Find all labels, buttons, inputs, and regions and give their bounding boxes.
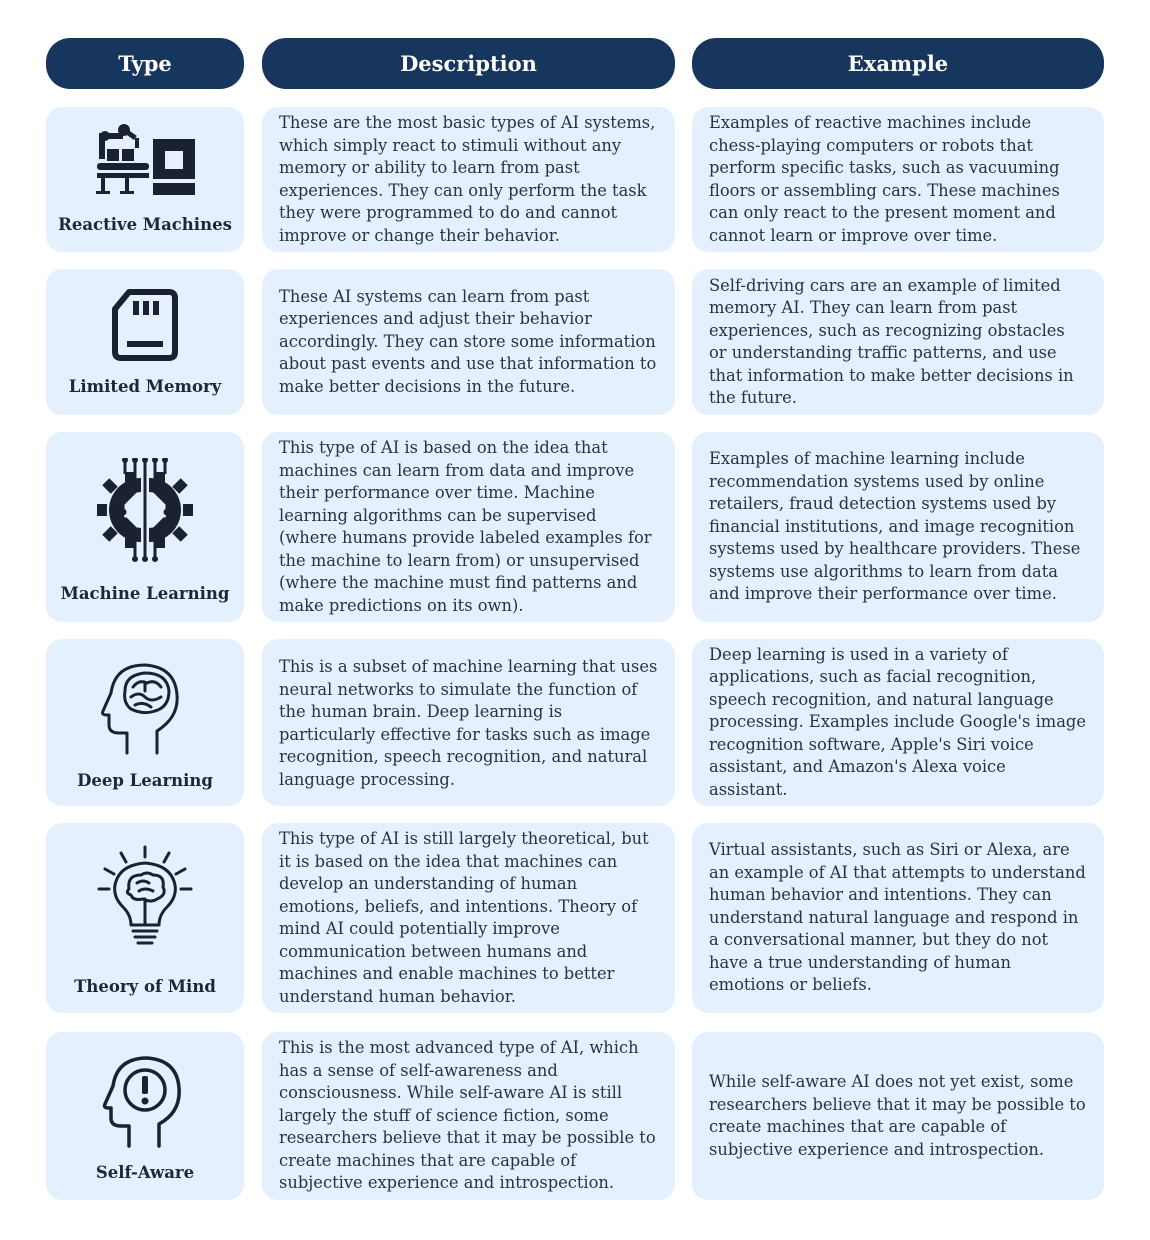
type-label: Reactive Machines	[58, 215, 232, 234]
header-example: Example	[692, 38, 1104, 89]
example-cell-theory-of-mind	[692, 823, 1104, 1013]
type-cell-reactive-machines	[46, 107, 244, 252]
type-label: Limited Memory	[68, 377, 222, 396]
memory-card-icon	[95, 289, 195, 361]
example-text: Self-driving cars are an example of limited memory AI. They can learn from past experiences, such as recognizing obstacles or understanding traffic patterns, and use that information to make better decisions in the future.	[709, 275, 1074, 407]
description-text: This is the most advanced type of AI, which has a sense of self-awareness and consciousness. While self-aware AI is still largely the stuff of science fiction, some researchers believe that it may be possible to create machines that are capable of subjective experience and introspection.	[279, 1038, 656, 1193]
example-cell-machine-learning	[692, 432, 1104, 622]
type-cell-machine-learning	[46, 432, 244, 622]
example-text: Virtual assistants, such as Siri or Alexa, are an example of AI that attempts to understand human behavior and intentions. They can understand natural language and respond in a conversational manner, but they do not have a true understanding of human emotions or beliefs.	[709, 840, 1086, 995]
robot-arm-assembly-icon	[95, 121, 195, 199]
type-label: Deep Learning	[77, 771, 213, 790]
description-cell-self-aware	[262, 1032, 675, 1200]
type-label: Machine Learning	[60, 584, 230, 603]
head-brain-icon	[95, 661, 195, 755]
header-type: Type	[46, 38, 244, 89]
description-cell-machine-learning	[262, 432, 675, 622]
header-description: Description	[262, 38, 675, 89]
description-cell-deep-learning	[262, 639, 675, 806]
head-exclamation-icon	[95, 1054, 195, 1148]
type-label: Self-Aware	[95, 1163, 195, 1182]
example-text: Deep learning is used in a variety of applications, such as facial recognition, speech recognition, and natural language processing. Examples include Google's image recognition software, Apple's Siri voice assistant, and Amazon's Alexa voice assistant.	[709, 644, 1086, 799]
description-text: This is a subset of machine learning that uses neural networks to simulate the function of the human brain. Deep learning is particularly effective for tasks such as image recognition, speech recognition, and natural language processing.	[279, 657, 658, 789]
type-cell-limited-memory	[46, 269, 244, 415]
example-cell-self-aware	[692, 1032, 1104, 1200]
type-cell-theory-of-mind	[46, 823, 244, 1013]
description-text: These AI systems can learn from past experiences and adjust their behavior accordingly. They can store some information about past events and use that information to make better decisions in the future.	[279, 286, 657, 396]
description-text: These are the most basic types of AI systems, which simply react to stimuli without any memory or ability to learn from past experiences. They can only perform the task they were programmed to do and cannot improve or change their behavior.	[279, 113, 656, 245]
description-text: This type of AI is still largely theoretical, but it is based on the idea that machines can develop an understanding of human emotions, beliefs, and intentions. Theory of mind AI could potentially improve communication between humans and machines and enable machines to better understand human behavior.	[279, 829, 649, 1006]
type-label: Theory of Mind	[74, 977, 216, 996]
example-cell-deep-learning	[692, 639, 1104, 806]
description-cell-limited-memory	[262, 269, 675, 415]
example-cell-reactive-machines	[692, 107, 1104, 252]
example-text: While self-aware AI does not yet exist, some researchers believe that it may be possible to create machines that are capable of subjective experience and introspection.	[709, 1072, 1086, 1159]
lightbulb-brain-icon	[95, 845, 195, 951]
example-cell-limited-memory	[692, 269, 1104, 415]
gear-circuit-icon	[95, 458, 195, 562]
type-cell-self-aware	[46, 1032, 244, 1200]
description-cell-theory-of-mind	[262, 823, 675, 1013]
type-cell-deep-learning	[46, 639, 244, 806]
description-cell-reactive-machines	[262, 107, 675, 252]
description-text: This type of AI is based on the idea that machines can learn from data and improve their performance over time. Machine learning algorithms can be supervised (where humans provide labeled examples for the machine to learn from) or unsupervised (where the machine must find patterns and make predictions on its own).	[279, 438, 652, 615]
example-text: Examples of machine learning include recommendation systems used by online retailers, fraud detection systems used by financial institutions, and image recognition systems used by healthcare providers. These systems use algorithms to learn from data and improve their performance over time.	[709, 449, 1081, 604]
example-text: Examples of reactive machines include chess-playing computers or robots that perform specific tasks, such as vacuuming floors or assembling cars. These machines can only react to the present moment and cannot learn or improve over time.	[709, 113, 1060, 245]
